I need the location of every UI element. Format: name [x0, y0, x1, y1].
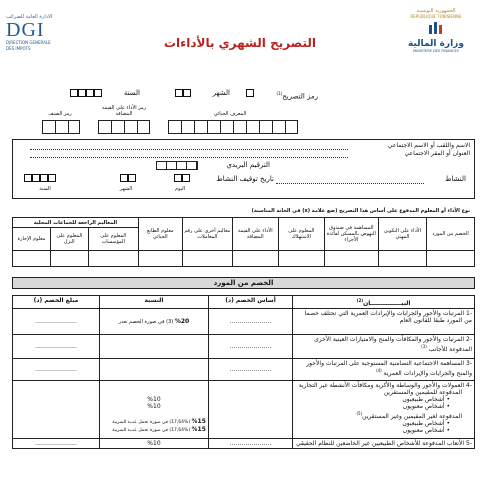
postal-boxes[interactable]	[156, 161, 198, 170]
due-head-hotels: المعلوم على النزل	[50, 228, 88, 250]
row-5-base[interactable]: …………………	[208, 439, 292, 449]
row-2-base[interactable]: …………………	[208, 335, 292, 359]
dgi-logo-text: DGI	[6, 19, 45, 41]
table-row	[13, 359, 475, 381]
ministry-logo-block	[396, 8, 476, 68]
due-head-license: معلوم الإجازة	[13, 228, 51, 250]
year-box-4[interactable]	[94, 89, 102, 97]
row-3-rate	[100, 359, 209, 381]
table-row	[13, 309, 475, 335]
due-head-other-taxes: معاليم أخرى على رقم المعاملات	[182, 218, 232, 251]
name-label: الاسم واللقب أو الاسم الاجتماعي	[387, 142, 470, 149]
row-2-amount[interactable]: …………………	[13, 335, 100, 359]
name-field[interactable]	[30, 148, 348, 150]
dues-table	[12, 217, 475, 267]
page-title: التصريح الشهري بالأداءات	[163, 36, 317, 50]
due-check-training[interactable]	[378, 250, 426, 266]
withholding-table	[12, 295, 475, 449]
stop-date-boxes[interactable]	[24, 174, 194, 183]
due-check-vat[interactable]	[232, 250, 278, 266]
due-check-housing[interactable]	[324, 250, 378, 266]
due-check-consumption[interactable]	[278, 250, 324, 266]
row-4-rate: %10 %10 %15 (17,64%) في صورة تحمل عبء الضريبة %15 (17,64%) في صورة تحمل عبء الضريبة	[100, 381, 209, 439]
category-code-boxes[interactable]	[42, 120, 80, 134]
ministry-republic-ar: الجمهورية التونسية	[416, 8, 456, 14]
due-check-withholding[interactable]	[426, 250, 474, 266]
activity-field[interactable]	[276, 182, 424, 184]
row-4-base[interactable]	[208, 381, 292, 439]
ministry-republic-fr: REPUBLIQUE TUNISIENNE	[410, 14, 462, 19]
category-code-label: رمز الصنف	[48, 111, 72, 117]
row-1-text: -1 المرتبات والأجور والجرايات والإيرادات العمرية التي تحتلف خصما من المورد طبقا للقانون العام	[293, 309, 475, 335]
col-items-header: البيـــــــــــــــان$^{(2)}$	[293, 296, 475, 309]
ministry-name-ar: وزارة المالية	[408, 39, 464, 49]
row-5-text: -5 الأتعاب المدفوعة للأشخاص الطبيعيين غير الخاضعين للنظام الحقيقي	[293, 439, 475, 449]
month-box-2[interactable]	[183, 89, 191, 97]
year-box-1[interactable]	[70, 89, 78, 97]
dues-title: نوع الأداء أو المعلوم المدفوع على أساس هذا التصريح (ضع علامة (x) في الخانة المناسبة)	[251, 208, 470, 214]
address-label: العنوان أو المقر الاجتماعي	[404, 150, 470, 157]
fiscal-id-label: المعرف الجبائي	[213, 111, 247, 117]
row-3-amount[interactable]: …………………	[13, 359, 100, 381]
vat-code-label: رمز الأداء على القيمة المضافة	[101, 105, 147, 117]
row-2-rate	[100, 335, 209, 359]
stop-date-day-label: اليوم	[174, 186, 186, 192]
col-base-header: أساس الخصم (د)	[208, 296, 292, 309]
ministry-emblem-icon	[427, 19, 445, 35]
due-head-establishments: المعلوم على المؤسسات	[88, 228, 138, 250]
col-amount-header: مبلغ الخصم (د)	[13, 296, 100, 309]
withholding-section-title: الخصم من المورد	[12, 277, 475, 289]
due-check-other-taxes[interactable]	[182, 250, 232, 266]
table-row	[13, 439, 475, 449]
declaration-code-box[interactable]	[246, 89, 254, 97]
fiscal-id-boxes[interactable]	[168, 120, 298, 134]
dgi-logo-block	[6, 14, 86, 64]
year-label: السنة	[123, 89, 140, 97]
row-4-amount[interactable]	[13, 381, 100, 439]
year-box-2[interactable]	[78, 89, 86, 97]
dgi-french-label-2: DES IMPOTS	[6, 46, 31, 51]
stop-date-label: تاريخ توقيف النشاط	[216, 175, 274, 183]
due-head-consumption: المعلوم على الاستهلاك	[278, 218, 324, 251]
due-head-vat: الأداء على القيمة المضافة	[232, 218, 278, 251]
year-box-3[interactable]	[86, 89, 94, 97]
due-check-stamp[interactable]	[138, 250, 182, 266]
month-label: الشهر	[212, 89, 230, 97]
row-4-text: -4 العمولات والأجور والوساطة والأكرية ومكافآت الأنشطة غير التجارية المدفوعة للمقيمين والمستقرين • أشخاص طبيعيون • أشخاص معنويون المدفوعة لغير المقيمين وغير المستقرين$^{(5)}$ • أشخاص طبيعيون • أشخاص معنويون	[293, 381, 475, 439]
due-check-hotels[interactable]	[50, 250, 88, 266]
col-rate-header: النسبة	[100, 296, 209, 309]
due-head-stamp: معلوم الطابع الجبائي	[138, 218, 182, 251]
due-head-training: الأداء على التكوين المهني	[378, 218, 426, 251]
activity-label: النشاط	[444, 175, 466, 183]
row-1-amount[interactable]: …………………	[13, 309, 100, 335]
row-3-text: -3 المساهمة الاجتماعية التضامنية المستوجبة على المرتبات والأجور والمنح والجرايات والإيرادات العمرية $^{(4)}$	[293, 359, 475, 381]
due-head-withholding: الخصم من المورد	[426, 218, 474, 251]
ministry-name-fr: MINISTERE DES FINANCES	[413, 49, 459, 53]
dgi-french-label-1: DIRECTION GENERALE	[6, 40, 51, 45]
due-check-license[interactable]	[13, 250, 51, 266]
due-head-local-group: المعاليم الراجعة للجماعات المحلية	[13, 218, 139, 228]
dgi-arabic-label: الادارة العامة للضرائب	[6, 14, 53, 20]
due-head-housing: المساهمة في صندوق النهوض بالمسكن لفائدة الأجراء	[324, 218, 378, 251]
row-5-amount[interactable]: …………………	[13, 439, 100, 449]
row-5-rate: %10	[100, 439, 209, 449]
row-1-base[interactable]: …………………	[208, 309, 292, 335]
postal-label: الترقيم البريدي	[226, 161, 270, 169]
stop-date-month-label: الشهر	[119, 186, 133, 192]
declaration-code-label: رمز التصريح$^{(1)}$	[276, 91, 318, 101]
table-row	[13, 335, 475, 359]
address-field[interactable]	[30, 156, 348, 158]
due-check-establishments[interactable]	[88, 250, 138, 266]
stop-date-year-label: السنة	[39, 186, 51, 192]
month-box-1[interactable]	[175, 89, 183, 97]
row-1-rate: %20 (3) في صورة الخصم تعذر	[100, 309, 209, 335]
table-row	[13, 381, 475, 439]
row-3-base[interactable]: …………………	[208, 359, 292, 381]
row-2-text: -2 المرتبات والأجور والمكافآت والمنح والامتيازات العينية الأخرى المدفوعة للأجانب $^{(3)}$	[293, 335, 475, 359]
vat-code-boxes[interactable]	[98, 120, 150, 134]
